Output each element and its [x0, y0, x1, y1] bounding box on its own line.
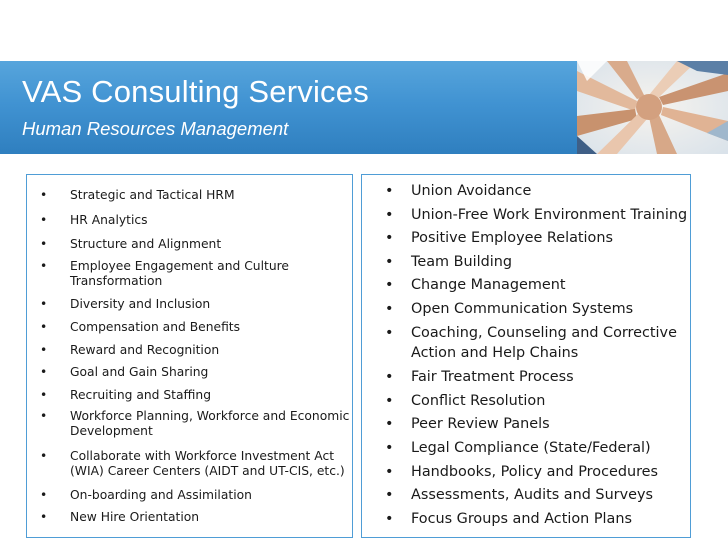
teamwork-hands-image	[577, 61, 728, 154]
page-title: VAS Consulting Services	[22, 74, 369, 109]
stacked-hands-icon	[577, 61, 728, 154]
page-subtitle: Human Resources Management	[22, 118, 289, 139]
employee-relations-panel: • Union Avoidance • Union-Free Work Environment Training • Positive Employee Relations • Team Building • Change Management • Open Communication Systems • Coaching, Counseling and Corrective Action and Help Chains • Fair Treatment Process • Conflict Resolution • Peer Review Panels • Legal Compliance (State/Federal) • Handbooks, Policy and Procedures • Assessments, Audits and Surveys • Focus Groups and Action Plans	[361, 174, 691, 538]
hrm-services-panel: • Strategic and Tactical HRM • HR Analytics • Structure and Alignment • Employee Engagement and Culture Transformation • Diversity and Inclusion • Compensation and Benefits • Reward and Recognition • Goal and Gain Sharing • Recruiting and Staffing • Workforce Planning, Workforce and Economic Development • Collaborate with Workforce Investment Act (WIA) Career Centers (AIDT and UT-CIS, etc.) • On-boarding and Assimilation • New Hire Orientation	[26, 174, 353, 538]
